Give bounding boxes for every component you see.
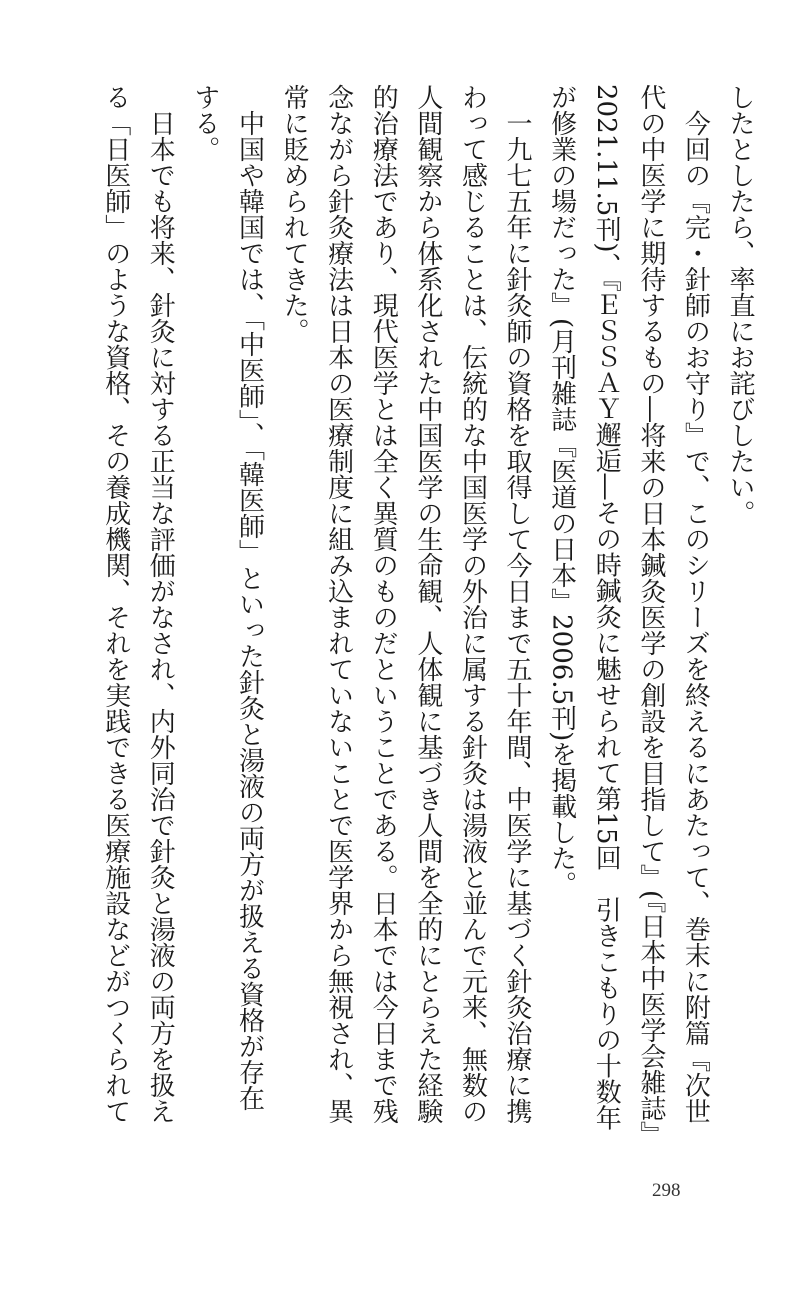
text-line: 日本でも将来、針灸に対する正当な評価がなされ、内外同治で針灸と湯液の両方を扱え (145, 84, 176, 1124)
text-line: 2021.11.5刊)、『ＥＳＳＡＹ邂逅―その時鍼灸に魅せられて第15回 引きこもりの十数年 (591, 84, 622, 1131)
text-line: したとしたら、率直にお詫びしたい。 (725, 84, 755, 526)
page-number: 298 (652, 1180, 681, 1201)
text-line: する。 (189, 84, 220, 162)
text-line: わって感じることは、伝統的な中国医学の外治に属する針灸は湯液と並んで元来、無数の (457, 84, 488, 1124)
text-line: 人間観察から体系化された中国医学の生命観、人体観に基づき人間を全的にとらえた経験 (412, 84, 443, 1124)
text-line: 中国や韓国では、「中医師」、「韓医師」といった針灸と湯液の両方が扱える資格が存在 (234, 84, 265, 1111)
text-line: 念ながら針灸療法は日本の医療制度に組み込まれていないことで医学界から無視され、異 (323, 84, 354, 1124)
text-line: る「日医師」のような資格、その養成機関、それを実践できる医療施設などがつくられて (100, 84, 131, 1124)
body-text (93, 84, 762, 1147)
text-line: 的治療法であり、現代医学とは全く異質のものだということである。日本では今日まで残 (368, 84, 399, 1124)
text-line: 今回の『完・針師のお守り』で、このシリーズを終えるにあたって、巻末に附篇『次世 (680, 84, 711, 1124)
text-line: 常に貶められてきた。 (279, 84, 310, 344)
text-line: 代の中医学に期待するもの―将来の日本鍼灸医学の創設を目指して』(『日本中医学会雑誌』 (635, 84, 666, 1148)
text-line: 一九七五年に針灸師の資格を取得して今日まで五十年間、中医学に基づく針灸治療に携 (502, 84, 533, 1124)
text-line: が修業の場だった』(月刊雑誌『医道の日本』2006.5刊)を掲載した。 (546, 84, 577, 898)
